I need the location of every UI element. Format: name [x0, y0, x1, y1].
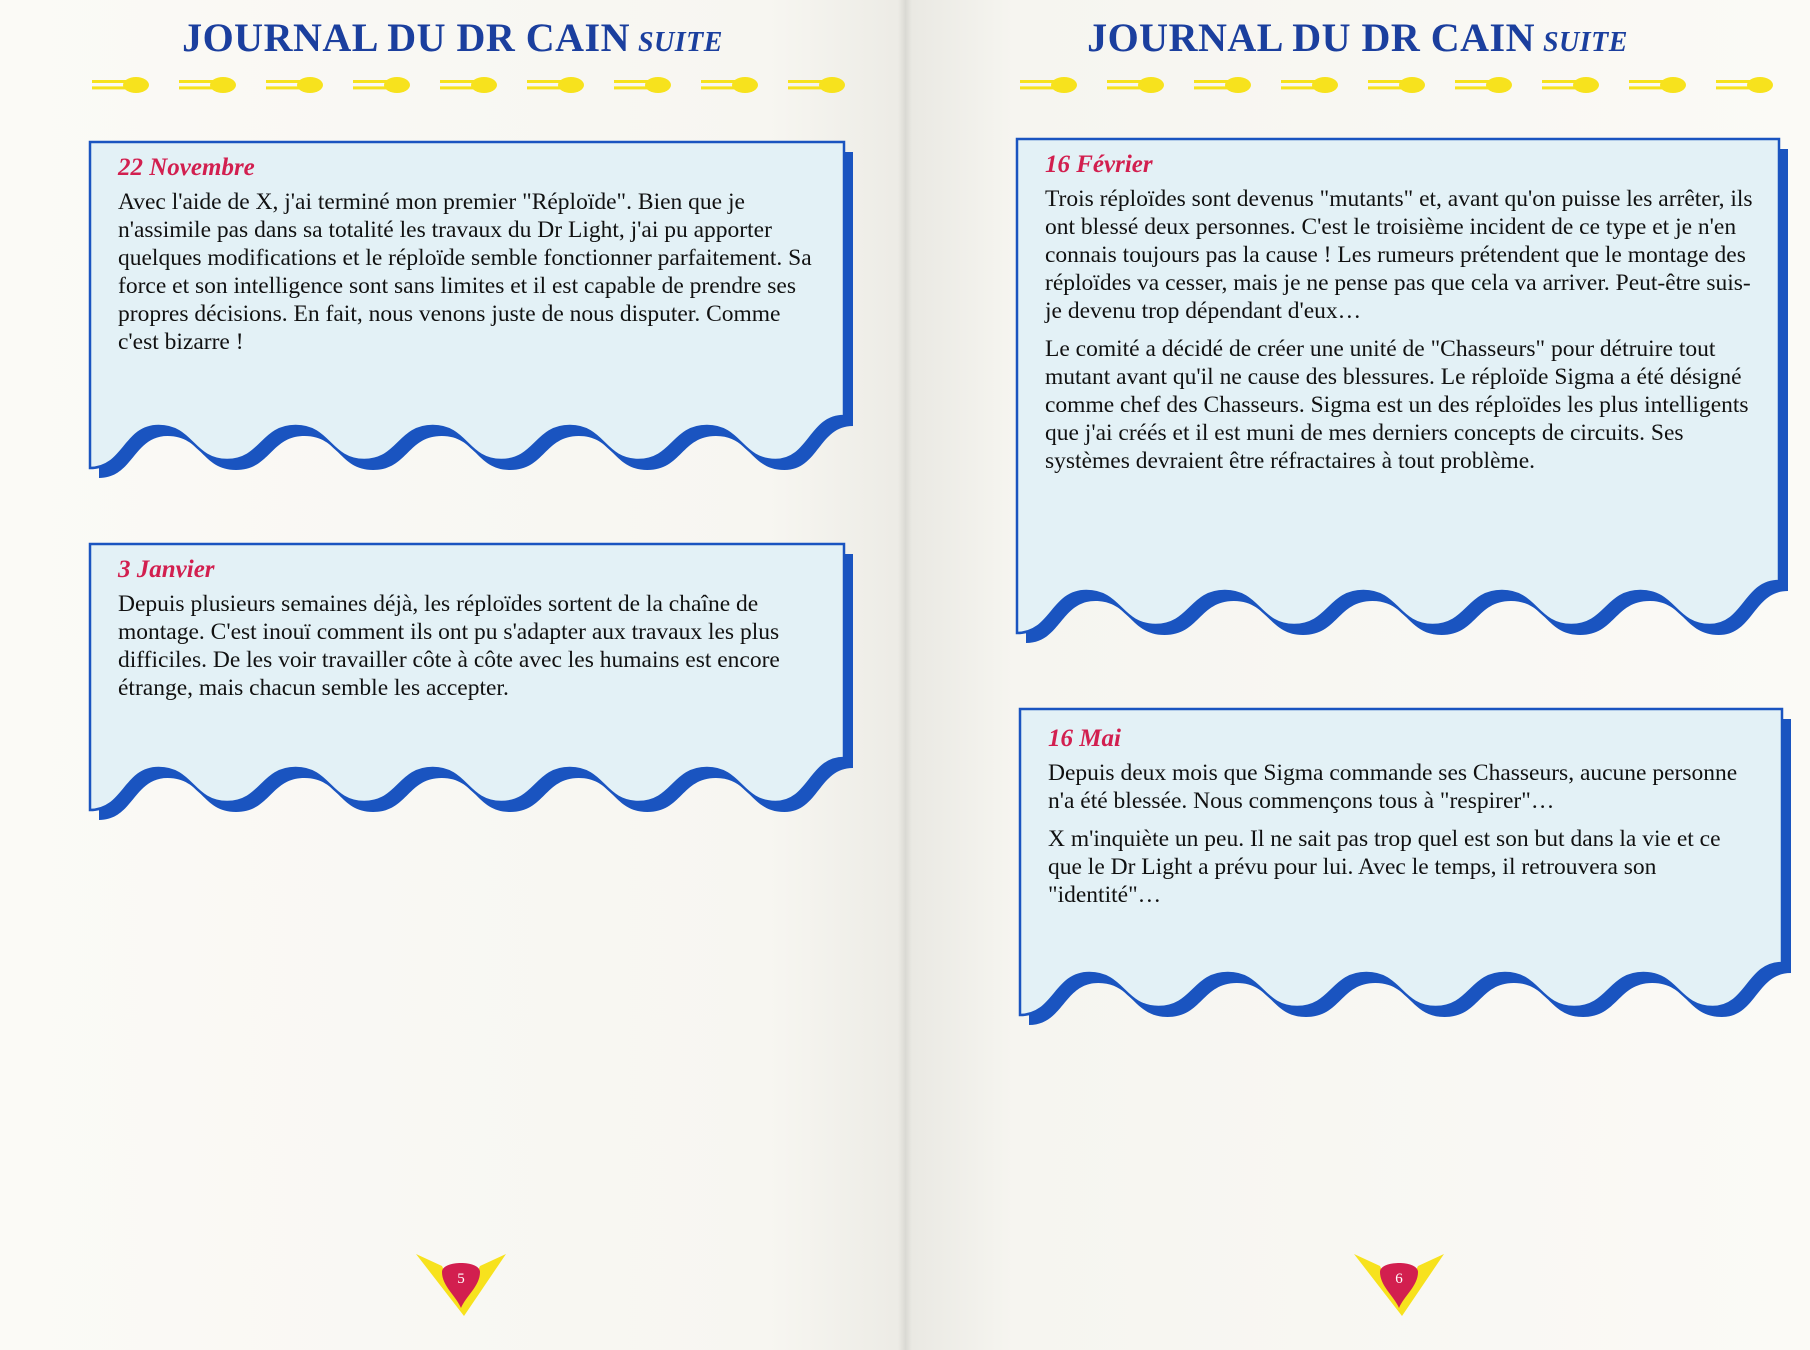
dash-dot-ornament [179, 77, 236, 93]
entry-paragraph: Depuis deux mois que Sigma commande ses Chasseurs, aucune personne n'a été blessée. Nous commençons tous à "respirer"… [1048, 760, 1738, 814]
right-page [905, 0, 1810, 1350]
page-title: JOURNAL DU DR CAIN SUITE [1087, 15, 1628, 60]
dash-dot-ornament [1716, 77, 1773, 93]
entry-date: 22 Novembre [118, 154, 255, 181]
dash-dot-ornament [266, 77, 323, 93]
dash-dot-ornament [440, 77, 497, 93]
entry-date: 16 Février [1045, 151, 1153, 178]
entry-paragraph: Trois réploïdes sont devenus "mutants" et, avant qu'on puisse les arrêter, ils ont blessé deux personnes. C'est le troisième incident de ce type et je n'en connais toujours pas la cause ! Les rumeurs prétendent que le montage des réploïdes va cesser, mais je ne pense pas que cela va arriver. Peut-être suis-je devenu trop dépendant d'eux… [1045, 186, 1753, 324]
dash-dot-ornament [1368, 77, 1425, 93]
dash-dot-ornament [1107, 77, 1164, 93]
page-number-badge [414, 1250, 508, 1320]
entry-paragraph: Avec l'aide de X, j'ai terminé mon premier "Réploïde". Bien que je n'assimile pas dans sa totalité les travaux du Dr Light, j'ai pu apporter quelques modifications et le réploïde semble fonctionner parfaitement. Sa force et son intelligence sont sans limites et il est capable de prendre ses propres décisions. En fait, nous venons juste de nous disputer. Comme c'est bizarre ! [118, 189, 812, 355]
journal-entry-box [1015, 133, 1793, 661]
book-gutter [898, 0, 912, 1350]
page-number: 5 [457, 1271, 465, 1287]
dash-dot-ornament [92, 77, 149, 93]
page-number: 6 [1395, 1271, 1403, 1287]
dash-dot-ornament [1020, 77, 1077, 93]
dash-dot-ornament [1629, 77, 1686, 93]
entry-paragraph: Depuis plusieurs semaines déjà, les réploïdes sortent de la chaîne de montage. C'est inouï comment ils ont pu s'adapter aux travaux les plus difficiles. De les voir travailler côte à côte avec les humains est encore étrange, mais chacun semble les accepter. [118, 591, 780, 701]
decorative-dash-row [0, 76, 905, 98]
dash-dot-ornament [1194, 77, 1251, 93]
entry-paragraph: X m'inquiète un peu. Il ne sait pas trop quel est son but dans la vie et ce que le Dr Light a prévu pour lui. Avec le temps, il retrouvera son "identité"… [1048, 826, 1721, 908]
entry-paragraph: Le comité a décidé de créer une unité de "Chasseurs" pour détruire tout mutant avant qu'il ne cause des blessures. Le réploïde Sigma a été désigné comme chef des Chasseurs. Sigma est un des réploïdes les plus intelligents que j'ai créés et il est muni de mes derniers concepts de circuits. Ses systèmes devraient être réfractaires à tout problème. [1045, 336, 1749, 474]
dash-dot-ornament [701, 77, 758, 93]
dash-dot-ornament [527, 77, 584, 93]
journal-entry-box [88, 538, 858, 838]
entry-date: 3 Janvier [118, 556, 215, 583]
decorative-dash-row [905, 76, 1810, 98]
dash-dot-ornament [1455, 77, 1512, 93]
entry-date: 16 Mai [1048, 725, 1121, 752]
page-title: JOURNAL DU DR CAIN SUITE [182, 15, 723, 60]
dash-dot-ornament [1542, 77, 1599, 93]
page-number-badge [1352, 1250, 1446, 1320]
dash-dot-ornament [353, 77, 410, 93]
journal-entry-box [88, 136, 858, 496]
dash-dot-ornament [788, 77, 845, 93]
journal-entry-box [1018, 703, 1796, 1043]
dash-dot-ornament [614, 77, 671, 93]
dash-dot-ornament [1281, 77, 1338, 93]
